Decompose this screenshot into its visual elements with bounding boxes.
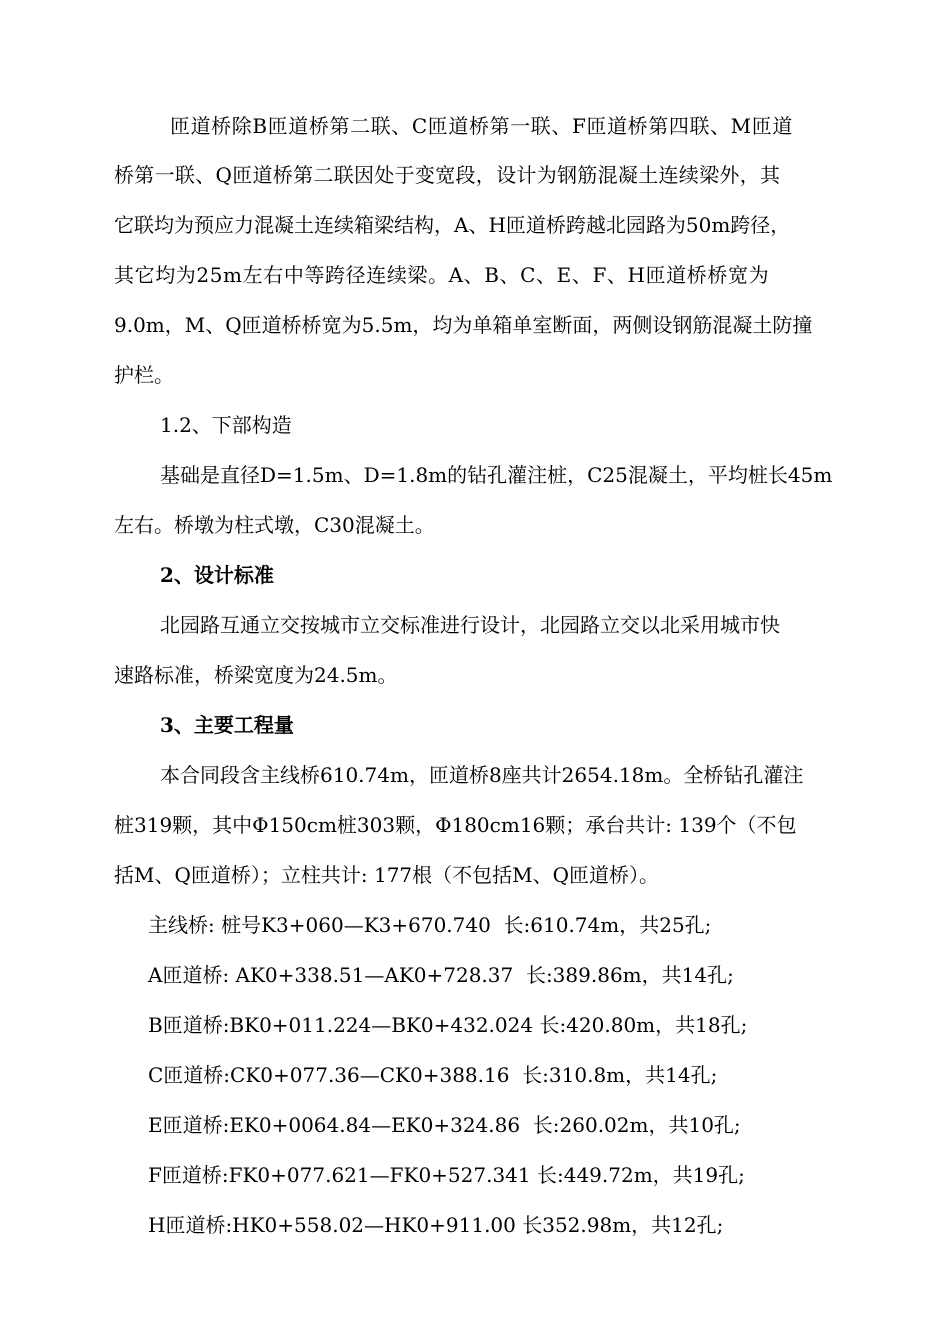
paragraph-line: 基础是直径D=1.5m、D=1.8m的钻孔灌注桩，C25混凝土，平均桩长45m (160, 463, 833, 487)
section-heading: 3、主要工程量 (160, 713, 294, 737)
paragraph-line: 9.0m，M、Q匝道桥桥宽为5.5m，均为单箱单室断面，两侧设钢筋混凝土防撞 (114, 313, 813, 337)
paragraph-line: 括M、Q匝道桥）；立柱共计: 177根（不包括M、Q匝道桥）。 (114, 863, 660, 887)
paragraph-line: 匝道桥除B匝道桥第二联、C匝道桥第一联、F匝道桥第四联、M匝道 (170, 114, 793, 138)
bridge-list-item: A匝道桥: AK0+338.51—AK0+728.37 长:389.86m，共14孔; (148, 963, 734, 987)
paragraph-line: 其它均为25m左右中等跨径连续梁。A、B、C、E、F、H匝道桥桥宽为 (114, 263, 770, 287)
bridge-list-item: F匝道桥:FK0+077.621—FK0+527.341 长:449.72m，共19孔; (148, 1163, 745, 1187)
paragraph-line: 护栏。 (114, 363, 174, 387)
section-heading: 1.2、下部构造 (160, 413, 292, 437)
paragraph-line: 本合同段含主线桥610.74m，匝道桥8座共计2654.18m。全桥钻孔灌注 (160, 763, 804, 787)
paragraph-line: 桥第一联、Q匝道桥第二联因处于变宽段，设计为钢筋混凝土连续梁外，其 (114, 163, 781, 187)
paragraph-line: 它联均为预应力混凝土连续箱梁结构，A、H匝道桥跨越北园路为50m跨径， (114, 213, 791, 237)
paragraph-line: 左右。桥墩为柱式墩，C30混凝土。 (114, 513, 435, 537)
paragraph-line: 速路标准，桥梁宽度为24.5m。 (114, 663, 398, 687)
bridge-list-item: C匝道桥:CK0+077.36—CK0+388.16 长:310.8m，共14孔; (148, 1063, 718, 1087)
paragraph-line: 桩319颗，其中Φ150cm桩303颗，Φ180cm16颗；承台共计: 139个（不包 (114, 813, 797, 837)
bridge-list-item: 主线桥: 桩号K3+060—K3+670.740 长:610.74m，共25孔; (148, 913, 712, 937)
paragraph-line: 北园路互通立交按城市立交标准进行设计，北园路立交以北采用城市快 (160, 613, 780, 637)
bridge-list-item: B匝道桥:BK0+011.224—BK0+432.024 长:420.80m，共18孔; (148, 1013, 748, 1037)
bridge-list-item: E匝道桥:EK0+0064.84—EK0+324.86 长:260.02m，共10孔; (148, 1113, 741, 1137)
section-heading: 2、设计标准 (160, 563, 274, 587)
bridge-list-item: H匝道桥:HK0+558.02—HK0+911.00 长352.98m，共12孔; (148, 1213, 724, 1237)
